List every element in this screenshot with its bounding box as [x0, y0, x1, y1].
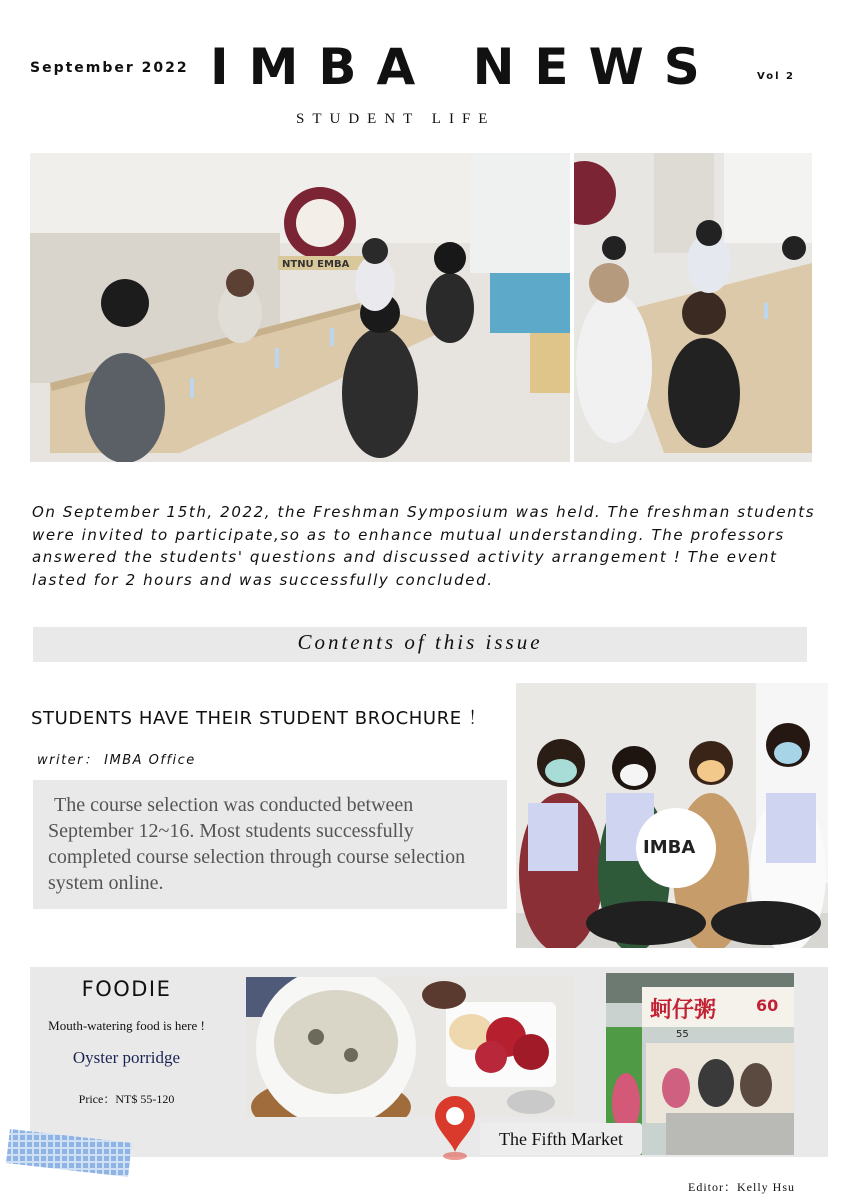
- issue-date: September 2022: [30, 60, 189, 76]
- banner-text: NTNU EMBA: [282, 259, 350, 270]
- symposium-photo-side: [574, 153, 812, 462]
- foodie-title: FOODIE: [81, 977, 172, 1001]
- dish-name: Oyster porridge: [72, 1048, 181, 1067]
- market-location: The Fifth Market: [480, 1123, 642, 1155]
- brochure-writer: writer： IMBA Office: [37, 753, 196, 768]
- brochure-photo: [516, 683, 828, 948]
- stall-sign-text: 蚵仔粥: [650, 998, 717, 1023]
- section-subtitle: STUDENT LIFE: [296, 111, 496, 127]
- symposium-summary: On September 15th, 2022, the Freshman Symposium was held. The freshman students were invited to participate,so as to enhance mutual understanding. The professors answered the students' questions and discussed activity arrangement ! The event lasted for 2 hours and was successfully concluded.: [32, 503, 816, 589]
- foodie-tagline: Mouth-watering food is here !: [48, 1018, 205, 1033]
- dish-price: Price：NT$ 55-120: [78, 1092, 175, 1106]
- washi-tape-decoration: [6, 1121, 134, 1181]
- editor-credit: Editor：Kelly Hsu: [688, 1180, 795, 1194]
- porridge-photo: [246, 977, 574, 1117]
- imba-sign-text: IMBA: [643, 837, 696, 858]
- stall-number-text: 55: [676, 1029, 689, 1040]
- stall-price-text: 60: [756, 996, 779, 1015]
- symposium-photo-wide: [30, 153, 570, 462]
- contents-banner: [33, 627, 807, 662]
- volume-label: Vol 2: [757, 71, 795, 82]
- map-pin-icon: [435, 1096, 475, 1160]
- newsletter-title: IMBA NEWS: [210, 38, 720, 96]
- contents-heading: Contents of this issue: [297, 630, 543, 654]
- brochure-headline: STUDENTS HAVE THEIR STUDENT BROCHURE ！: [31, 708, 487, 729]
- course-selection-box: [33, 780, 507, 909]
- course-selection-text: The course selection was conducted between September 12~16. Most students successfully completed course selection through course selection system online.: [48, 794, 466, 894]
